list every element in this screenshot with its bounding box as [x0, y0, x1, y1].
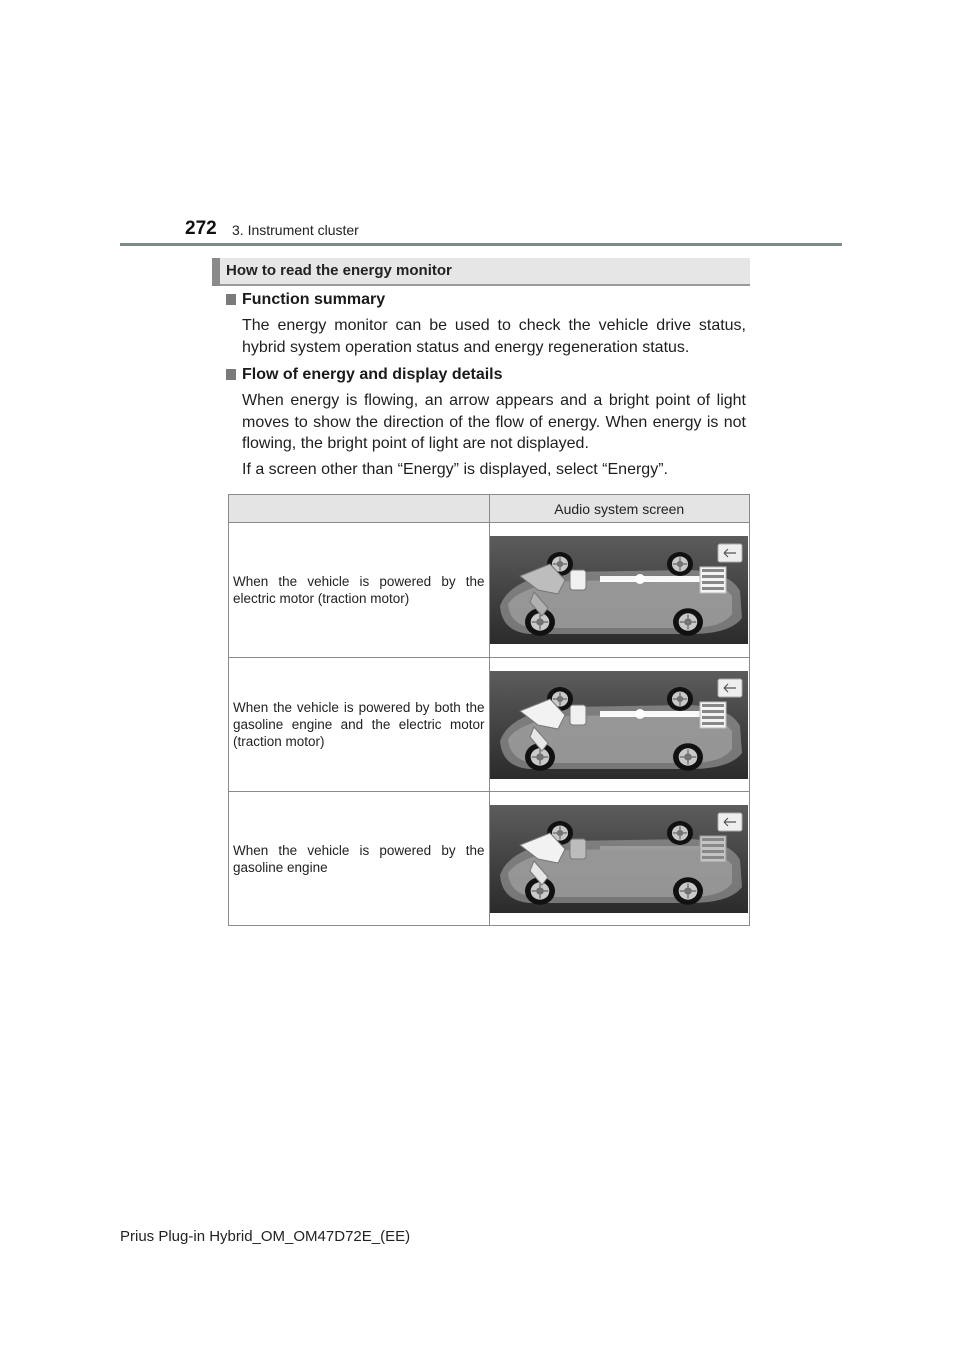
chapter-title: 3. Instrument cluster [232, 222, 359, 238]
flow-instruction: If a screen other than “Energy” is displayed, select “Energy”. [242, 460, 668, 478]
row-description: When the vehicle is powered by the gasoline engine [229, 792, 490, 926]
function-summary-text: The energy monitor can be used to check the vehicle drive status, hybrid system operation status and energy regeneration status. [242, 317, 746, 356]
flow-heading [226, 366, 746, 384]
energy-monitor-table [228, 494, 750, 926]
table-header-row [229, 495, 750, 523]
table-row [229, 792, 750, 926]
energy-screen-both [490, 671, 748, 779]
page-number: 272 [185, 218, 217, 239]
function-summary-heading-text: Function summary [242, 291, 386, 308]
bullet-square-icon [226, 294, 236, 305]
flow-block [226, 366, 746, 480]
energy-screen-electric [490, 536, 748, 644]
function-summary-block [226, 291, 746, 358]
footer-text: Prius Plug-in Hybrid_OM_OM47D72E_(EE) [120, 1228, 411, 1245]
flow-text: When energy is flowing, an arrow appears and a bright point of light moves to show the direction of the flow of energy. When energy is not flowing, the bright point of light are not displayed. [242, 392, 746, 452]
table-header-left [229, 495, 490, 523]
section-title: How to read the energy monitor [226, 262, 452, 279]
row-description: When the vehicle is powered by the electric motor (traction motor) [229, 523, 490, 658]
header-rule [120, 243, 842, 246]
table-row [229, 523, 750, 658]
energy-screen-engine [490, 805, 748, 913]
table-header-right: Audio system screen [489, 495, 750, 523]
table-row [229, 658, 750, 792]
bullet-square-icon [226, 369, 236, 380]
section-bar [212, 258, 750, 286]
function-summary-heading [226, 291, 746, 309]
section-bar-mark [212, 258, 220, 286]
flow-heading-text: Flow of energy and display details [242, 366, 503, 383]
row-description: When the vehicle is powered by both the gasoline engine and the electric motor (traction motor) [229, 658, 490, 792]
